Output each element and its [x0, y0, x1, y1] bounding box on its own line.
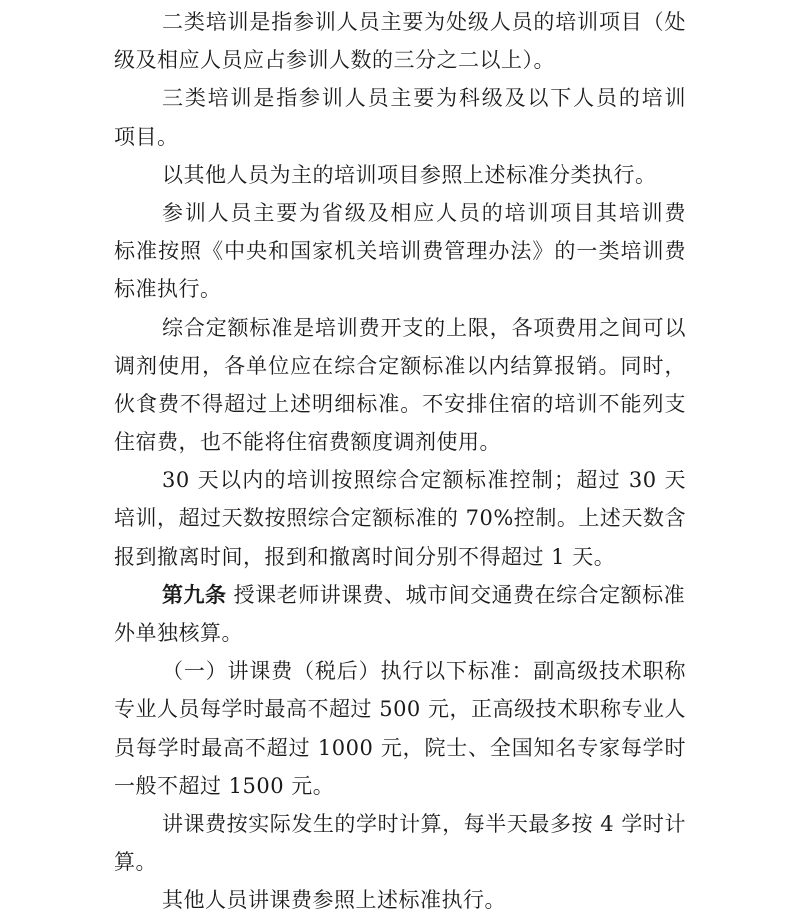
text-line: 三类培训是指参训人员主要为科级及以下人员的培训: [162, 86, 686, 111]
text-line: 一般不超过 1500 元。: [114, 773, 335, 798]
paragraph-class-two-training: [114, 3, 686, 79]
text-line: 二类培训是指参训人员主要为处级人员的培训项目（处: [162, 10, 686, 34]
paragraph-provincial-level: [114, 194, 686, 309]
text-line: 级及相应人员应占参训人数的三分之二以上）。: [114, 48, 555, 73]
text-line: 其他人员讲课费参照上述标准执行。: [162, 888, 506, 913]
paragraph-other-lecturers: [114, 881, 686, 919]
text-line: 算。: [114, 850, 157, 875]
paragraph-lecture-fee-hours: [114, 805, 686, 881]
text-line: 住宿费，也不能将住宿费额度调剂使用。: [114, 430, 501, 455]
text-line: 标准执行。: [114, 277, 222, 302]
text-line: 调剂使用，各单位应在综合定额标准以内结算报销。同时，: [114, 353, 686, 378]
text-line: 标准按照《中央和国家机关培训费管理办法》的一类培训费: [114, 239, 686, 264]
text-line: 报到撤离时间，报到和撤离时间分别不得超过 1 天。: [114, 544, 616, 569]
paragraph-lecture-fee-standard: [114, 652, 686, 805]
text-line: 参训人员主要为省级及相应人员的培训项目其培训费: [162, 200, 686, 225]
text-line: [114, 576, 686, 614]
text-line: （一）讲课费（税后）执行以下标准：副高级技术职称: [162, 659, 686, 684]
paragraph-class-three-training: [114, 79, 686, 155]
paragraph-other-personnel: [114, 156, 686, 194]
text-line: 项目。: [114, 124, 179, 149]
text-line: 员每学时最高不超过 1000 元，院士、全国知名专家每学时: [114, 735, 686, 760]
paragraph-duration-control: [114, 461, 686, 576]
document-body: [114, 3, 686, 920]
text-line: 专业人员每学时最高不超过 500 元，正高级技术职称专业人: [114, 697, 686, 722]
article-label: 第九条: [162, 581, 227, 607]
text-line: 以其他人员为主的培训项目参照上述标准分类执行。: [162, 162, 657, 187]
text-line: 讲课费按实际发生的学时计算，每半天最多按 4 学时计: [162, 811, 686, 836]
article-text: 授课老师讲课费、城市间交通费在综合定额标准: [226, 582, 686, 607]
text-line: 外单独核算。: [114, 621, 243, 645]
text-line: 伙食费不得超过上述明细标准。不安排住宿的培训不能列支: [114, 391, 686, 416]
paragraph-article-nine: [114, 576, 686, 652]
text-line: 综合定额标准是培训费开支的上限，各项费用之间可以: [162, 315, 686, 340]
text-line: 培训，超过天数按照综合定额标准的 70%控制。上述天数含: [114, 506, 686, 531]
text-line: 30 天以内的培训按照综合定额标准控制；超过 30 天: [162, 468, 686, 493]
paragraph-quota-limit: [114, 309, 686, 462]
